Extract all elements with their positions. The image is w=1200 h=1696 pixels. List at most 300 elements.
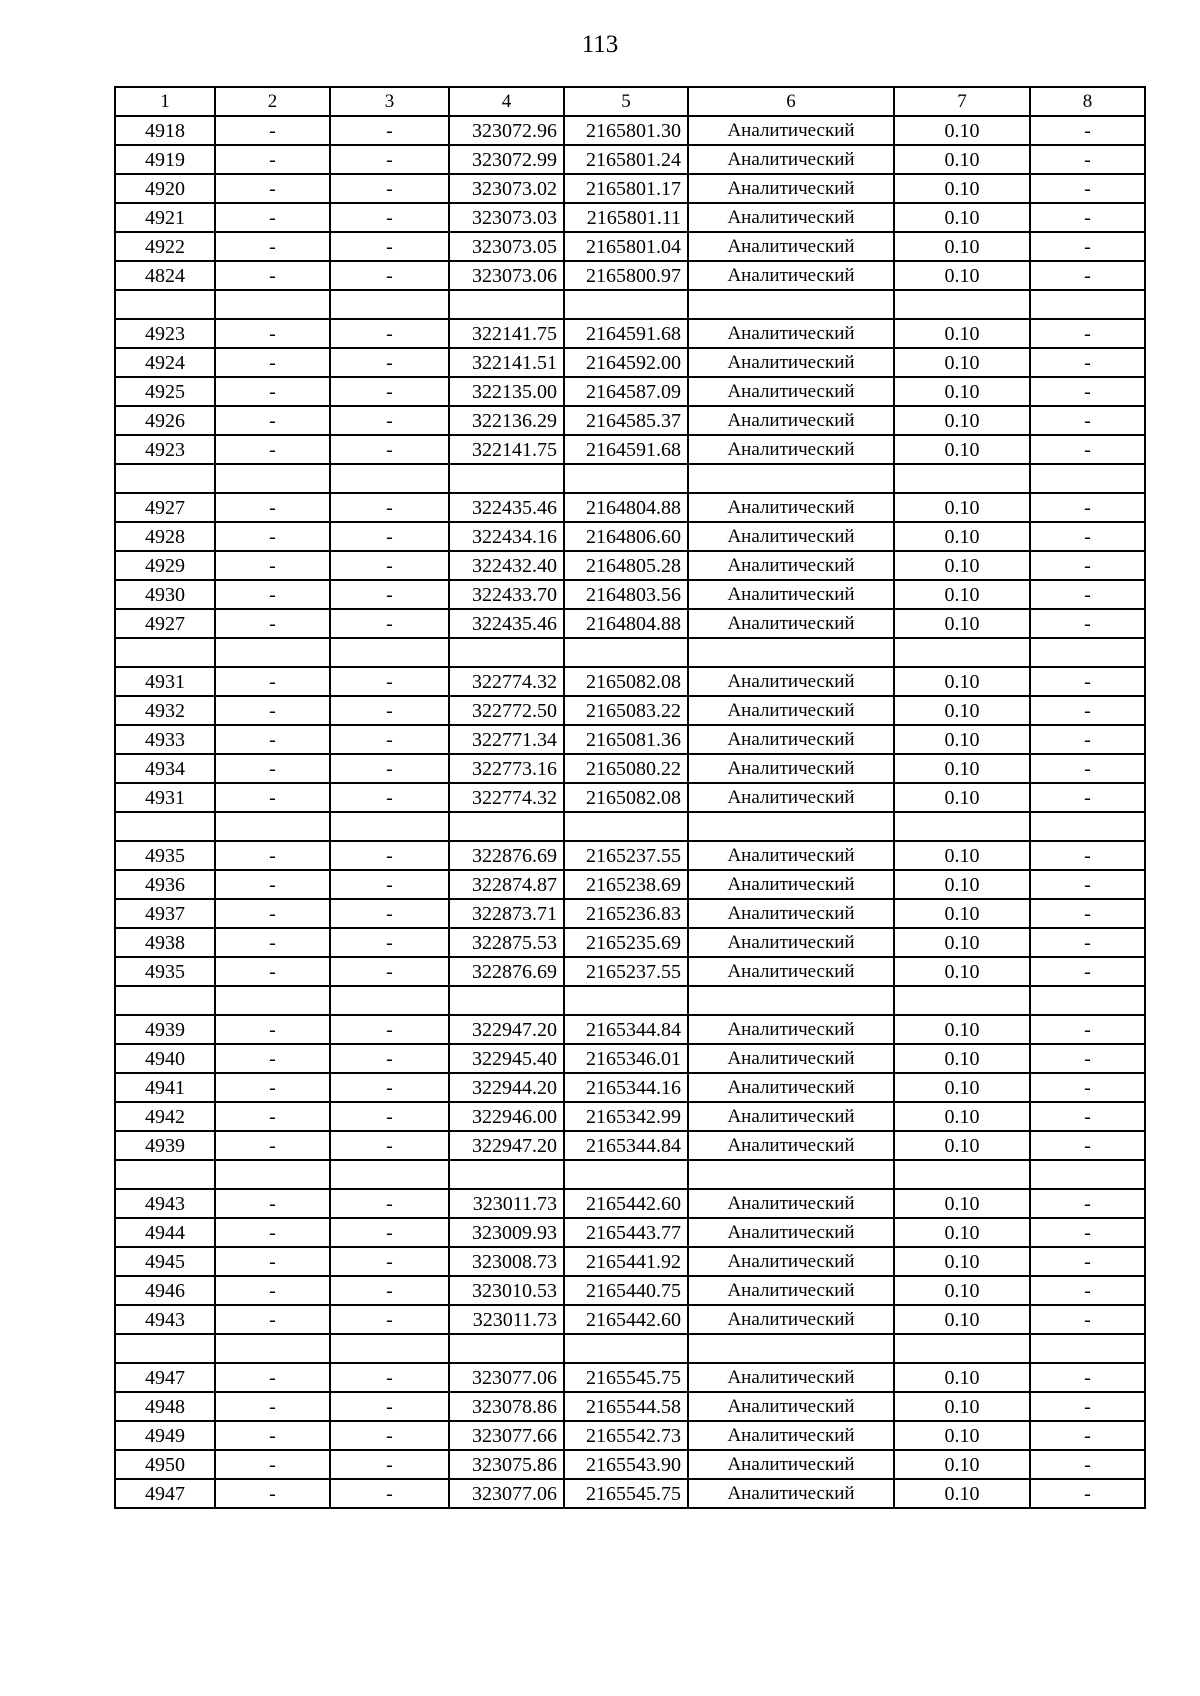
col3-cell: - (330, 174, 449, 203)
point-number-cell: 4930 (115, 580, 215, 609)
x-coordinate-cell: 322433.70 (449, 580, 564, 609)
x-coordinate-cell: 322876.69 (449, 841, 564, 870)
col2-cell: - (215, 870, 330, 899)
col3-cell: - (330, 145, 449, 174)
col2-cell: - (215, 725, 330, 754)
x-coordinate-cell: 322435.46 (449, 609, 564, 638)
col2-cell: - (215, 1392, 330, 1421)
method-cell: Аналитический (688, 1015, 894, 1044)
point-number-cell: 4935 (115, 841, 215, 870)
table-row (115, 1015, 1145, 1044)
col3-cell: - (330, 1305, 449, 1334)
col2-cell: - (215, 1450, 330, 1479)
method-cell: Аналитический (688, 1218, 894, 1247)
method-cell: Аналитический (688, 667, 894, 696)
table-row (115, 870, 1145, 899)
x-coordinate-cell (449, 986, 564, 1015)
accuracy-cell: 0.10 (894, 1305, 1030, 1334)
method-cell (688, 638, 894, 667)
method-cell: Аналитический (688, 406, 894, 435)
col3-cell (330, 812, 449, 841)
accuracy-cell: 0.10 (894, 754, 1030, 783)
accuracy-cell: 0.10 (894, 841, 1030, 870)
y-coordinate-cell: 2165440.75 (564, 1276, 688, 1305)
x-coordinate-cell: 323009.93 (449, 1218, 564, 1247)
col3-cell: - (330, 1276, 449, 1305)
x-coordinate-cell: 322947.20 (449, 1131, 564, 1160)
accuracy-cell: 0.10 (894, 116, 1030, 145)
method-cell: Аналитический (688, 203, 894, 232)
col8-cell: - (1030, 1305, 1145, 1334)
accuracy-cell (894, 290, 1030, 319)
table-row (115, 783, 1145, 812)
point-number-cell: 4934 (115, 754, 215, 783)
col2-cell: - (215, 783, 330, 812)
y-coordinate-cell: 2165237.55 (564, 957, 688, 986)
table-body (115, 116, 1145, 1508)
col2-cell: - (215, 667, 330, 696)
method-cell: Аналитический (688, 348, 894, 377)
column-header: 8 (1030, 87, 1145, 116)
point-number-cell: 4923 (115, 435, 215, 464)
col8-cell (1030, 464, 1145, 493)
x-coordinate-cell: 322944.20 (449, 1073, 564, 1102)
point-number-cell (115, 812, 215, 841)
col3-cell: - (330, 1450, 449, 1479)
point-number-cell: 4924 (115, 348, 215, 377)
x-coordinate-cell: 323077.66 (449, 1421, 564, 1450)
y-coordinate-cell: 2164804.88 (564, 493, 688, 522)
method-cell: Аналитический (688, 377, 894, 406)
col3-cell: - (330, 522, 449, 551)
y-coordinate-cell (564, 1160, 688, 1189)
table-row (115, 1189, 1145, 1218)
accuracy-cell: 0.10 (894, 1450, 1030, 1479)
col8-cell: - (1030, 1073, 1145, 1102)
x-coordinate-cell: 322435.46 (449, 493, 564, 522)
x-coordinate-cell: 322947.20 (449, 1015, 564, 1044)
col8-cell: - (1030, 522, 1145, 551)
point-number-cell: 4932 (115, 696, 215, 725)
col2-cell: - (215, 406, 330, 435)
col8-cell: - (1030, 435, 1145, 464)
method-cell: Аналитический (688, 725, 894, 754)
col3-cell (330, 638, 449, 667)
col2-cell: - (215, 754, 330, 783)
point-number-cell (115, 986, 215, 1015)
table-row (115, 754, 1145, 783)
table-row (115, 319, 1145, 348)
col8-cell: - (1030, 551, 1145, 580)
x-coordinate-cell: 323078.86 (449, 1392, 564, 1421)
point-number-cell: 4948 (115, 1392, 215, 1421)
column-header: 2 (215, 87, 330, 116)
point-number-cell: 4931 (115, 667, 215, 696)
y-coordinate-cell (564, 812, 688, 841)
col8-cell: - (1030, 145, 1145, 174)
table-header-row (115, 87, 1145, 116)
accuracy-cell: 0.10 (894, 957, 1030, 986)
x-coordinate-cell: 322774.32 (449, 667, 564, 696)
x-coordinate-cell: 323011.73 (449, 1189, 564, 1218)
y-coordinate-cell: 2165545.75 (564, 1363, 688, 1392)
y-coordinate-cell (564, 638, 688, 667)
y-coordinate-cell: 2165801.30 (564, 116, 688, 145)
y-coordinate-cell (564, 1334, 688, 1363)
y-coordinate-cell: 2165083.22 (564, 696, 688, 725)
x-coordinate-cell: 323073.06 (449, 261, 564, 290)
col3-cell: - (330, 232, 449, 261)
accuracy-cell: 0.10 (894, 667, 1030, 696)
col2-cell: - (215, 1102, 330, 1131)
col8-cell: - (1030, 899, 1145, 928)
table-row (115, 1073, 1145, 1102)
y-coordinate-cell: 2164805.28 (564, 551, 688, 580)
col3-cell: - (330, 696, 449, 725)
col3-cell: - (330, 1131, 449, 1160)
col3-cell: - (330, 116, 449, 145)
method-cell: Аналитический (688, 1392, 894, 1421)
point-number-cell: 4937 (115, 899, 215, 928)
point-number-cell: 4919 (115, 145, 215, 174)
col2-cell: - (215, 203, 330, 232)
accuracy-cell: 0.10 (894, 1421, 1030, 1450)
col8-cell: - (1030, 1479, 1145, 1508)
y-coordinate-cell (564, 464, 688, 493)
col3-cell: - (330, 1421, 449, 1450)
point-number-cell: 4920 (115, 174, 215, 203)
point-number-cell: 4940 (115, 1044, 215, 1073)
x-coordinate-cell: 322873.71 (449, 899, 564, 928)
x-coordinate-cell (449, 638, 564, 667)
method-cell (688, 986, 894, 1015)
y-coordinate-cell: 2165346.01 (564, 1044, 688, 1073)
point-number-cell: 4925 (115, 377, 215, 406)
table-row (115, 1305, 1145, 1334)
accuracy-cell: 0.10 (894, 1073, 1030, 1102)
method-cell: Аналитический (688, 899, 894, 928)
col3-cell: - (330, 1073, 449, 1102)
col8-cell: - (1030, 1392, 1145, 1421)
col2-cell: - (215, 348, 330, 377)
point-number-cell: 4918 (115, 116, 215, 145)
col2-cell: - (215, 319, 330, 348)
accuracy-cell: 0.10 (894, 1247, 1030, 1276)
col2-cell (215, 1160, 330, 1189)
col2-cell (215, 986, 330, 1015)
accuracy-cell: 0.10 (894, 174, 1030, 203)
y-coordinate-cell: 2165801.04 (564, 232, 688, 261)
point-number-cell: 4945 (115, 1247, 215, 1276)
accuracy-cell: 0.10 (894, 928, 1030, 957)
x-coordinate-cell: 322772.50 (449, 696, 564, 725)
x-coordinate-cell: 322434.16 (449, 522, 564, 551)
accuracy-cell: 0.10 (894, 1218, 1030, 1247)
col8-cell: - (1030, 116, 1145, 145)
y-coordinate-cell: 2165081.36 (564, 725, 688, 754)
y-coordinate-cell: 2165080.22 (564, 754, 688, 783)
y-coordinate-cell: 2164592.00 (564, 348, 688, 377)
col8-cell: - (1030, 1189, 1145, 1218)
point-number-cell: 4939 (115, 1015, 215, 1044)
col2-cell: - (215, 696, 330, 725)
method-cell: Аналитический (688, 319, 894, 348)
point-number-cell: 4939 (115, 1131, 215, 1160)
table-row (115, 1102, 1145, 1131)
col3-cell: - (330, 667, 449, 696)
x-coordinate-cell: 322774.32 (449, 783, 564, 812)
accuracy-cell: 0.10 (894, 1015, 1030, 1044)
col2-cell: - (215, 1247, 330, 1276)
point-number-cell: 4931 (115, 783, 215, 812)
col3-cell: - (330, 551, 449, 580)
accuracy-cell: 0.10 (894, 1276, 1030, 1305)
method-cell: Аналитический (688, 1044, 894, 1073)
y-coordinate-cell: 2165442.60 (564, 1305, 688, 1334)
col2-cell: - (215, 116, 330, 145)
col8-cell: - (1030, 1102, 1145, 1131)
method-cell: Аналитический (688, 522, 894, 551)
y-coordinate-cell: 2164591.68 (564, 435, 688, 464)
y-coordinate-cell: 2164804.88 (564, 609, 688, 638)
col8-cell: - (1030, 406, 1145, 435)
table-row (115, 1479, 1145, 1508)
y-coordinate-cell: 2165801.11 (564, 203, 688, 232)
method-cell: Аналитический (688, 1363, 894, 1392)
accuracy-cell: 0.10 (894, 319, 1030, 348)
y-coordinate-cell: 2164803.56 (564, 580, 688, 609)
column-header: 5 (564, 87, 688, 116)
method-cell: Аналитический (688, 609, 894, 638)
col2-cell: - (215, 377, 330, 406)
y-coordinate-cell: 2165443.77 (564, 1218, 688, 1247)
point-number-cell: 4947 (115, 1479, 215, 1508)
col8-cell: - (1030, 870, 1145, 899)
table-row (115, 435, 1145, 464)
col3-cell: - (330, 899, 449, 928)
col8-cell (1030, 1334, 1145, 1363)
y-coordinate-cell: 2165344.84 (564, 1131, 688, 1160)
x-coordinate-cell (449, 290, 564, 319)
col3-cell: - (330, 493, 449, 522)
accuracy-cell: 0.10 (894, 1479, 1030, 1508)
table-separator-row (115, 1160, 1145, 1189)
y-coordinate-cell: 2165236.83 (564, 899, 688, 928)
accuracy-cell: 0.10 (894, 1363, 1030, 1392)
col2-cell: - (215, 261, 330, 290)
table-row (115, 1363, 1145, 1392)
col2-cell: - (215, 145, 330, 174)
x-coordinate-cell: 322141.51 (449, 348, 564, 377)
col2-cell: - (215, 174, 330, 203)
method-cell: Аналитический (688, 174, 894, 203)
point-number-cell (115, 464, 215, 493)
table-row (115, 522, 1145, 551)
x-coordinate-cell: 322945.40 (449, 1044, 564, 1073)
y-coordinate-cell: 2165441.92 (564, 1247, 688, 1276)
table-separator-row (115, 464, 1145, 493)
point-number-cell: 4949 (115, 1421, 215, 1450)
page-number: 113 (581, 31, 619, 58)
y-coordinate-cell: 2165238.69 (564, 870, 688, 899)
table-row (115, 899, 1145, 928)
x-coordinate-cell: 323073.02 (449, 174, 564, 203)
y-coordinate-cell: 2165545.75 (564, 1479, 688, 1508)
method-cell: Аналитический (688, 841, 894, 870)
col3-cell: - (330, 783, 449, 812)
method-cell: Аналитический (688, 1131, 894, 1160)
point-number-cell: 4942 (115, 1102, 215, 1131)
table-row (115, 1044, 1145, 1073)
y-coordinate-cell: 2165082.08 (564, 667, 688, 696)
y-coordinate-cell: 2164587.09 (564, 377, 688, 406)
x-coordinate-cell: 323077.06 (449, 1363, 564, 1392)
col3-cell: - (330, 1102, 449, 1131)
x-coordinate-cell: 323072.99 (449, 145, 564, 174)
point-number-cell: 4943 (115, 1189, 215, 1218)
method-cell: Аналитический (688, 1102, 894, 1131)
method-cell: Аналитический (688, 493, 894, 522)
method-cell: Аналитический (688, 928, 894, 957)
accuracy-cell: 0.10 (894, 580, 1030, 609)
method-cell (688, 812, 894, 841)
col2-cell (215, 290, 330, 319)
y-coordinate-cell: 2165237.55 (564, 841, 688, 870)
col2-cell (215, 638, 330, 667)
method-cell: Аналитический (688, 870, 894, 899)
method-cell: Аналитический (688, 1479, 894, 1508)
y-coordinate-cell: 2165801.24 (564, 145, 688, 174)
col8-cell: - (1030, 1363, 1145, 1392)
table-row (115, 348, 1145, 377)
col3-cell: - (330, 377, 449, 406)
y-coordinate-cell: 2165344.16 (564, 1073, 688, 1102)
table-separator-row (115, 812, 1145, 841)
table-separator-row (115, 290, 1145, 319)
accuracy-cell: 0.10 (894, 1044, 1030, 1073)
point-number-cell: 4928 (115, 522, 215, 551)
col2-cell: - (215, 928, 330, 957)
col8-cell: - (1030, 696, 1145, 725)
point-number-cell: 4946 (115, 1276, 215, 1305)
col3-cell: - (330, 725, 449, 754)
point-number-cell: 4950 (115, 1450, 215, 1479)
method-cell: Аналитический (688, 696, 894, 725)
col8-cell: - (1030, 609, 1145, 638)
table-row (115, 580, 1145, 609)
accuracy-cell: 0.10 (894, 696, 1030, 725)
col3-cell: - (330, 870, 449, 899)
x-coordinate-cell: 322874.87 (449, 870, 564, 899)
coordinates-table (114, 86, 1146, 1509)
col8-cell: - (1030, 232, 1145, 261)
col3-cell: - (330, 928, 449, 957)
x-coordinate-cell: 322135.00 (449, 377, 564, 406)
y-coordinate-cell (564, 986, 688, 1015)
col3-cell (330, 1160, 449, 1189)
col2-cell (215, 1334, 330, 1363)
col8-cell: - (1030, 841, 1145, 870)
table-row (115, 1131, 1145, 1160)
method-cell: Аналитический (688, 957, 894, 986)
col2-cell: - (215, 435, 330, 464)
col8-cell (1030, 638, 1145, 667)
accuracy-cell: 0.10 (894, 145, 1030, 174)
method-cell: Аналитический (688, 232, 894, 261)
method-cell: Аналитический (688, 1189, 894, 1218)
accuracy-cell (894, 1334, 1030, 1363)
point-number-cell: 4926 (115, 406, 215, 435)
table-separator-row (115, 638, 1145, 667)
method-cell: Аналитический (688, 261, 894, 290)
table-separator-row (115, 1334, 1145, 1363)
x-coordinate-cell: 323073.05 (449, 232, 564, 261)
col2-cell: - (215, 1421, 330, 1450)
method-cell: Аналитический (688, 754, 894, 783)
col3-cell: - (330, 435, 449, 464)
x-coordinate-cell (449, 1160, 564, 1189)
x-coordinate-cell: 322946.00 (449, 1102, 564, 1131)
accuracy-cell: 0.10 (894, 783, 1030, 812)
col3-cell (330, 464, 449, 493)
table-row (115, 696, 1145, 725)
x-coordinate-cell (449, 1334, 564, 1363)
method-cell (688, 464, 894, 493)
x-coordinate-cell: 323072.96 (449, 116, 564, 145)
column-header: 6 (688, 87, 894, 116)
col2-cell: - (215, 609, 330, 638)
x-coordinate-cell: 322141.75 (449, 319, 564, 348)
col3-cell: - (330, 1392, 449, 1421)
col8-cell: - (1030, 667, 1145, 696)
table-row (115, 725, 1145, 754)
col3-cell: - (330, 406, 449, 435)
table-row (115, 957, 1145, 986)
table-row (115, 406, 1145, 435)
table-row (115, 261, 1145, 290)
accuracy-cell: 0.10 (894, 435, 1030, 464)
table-row (115, 493, 1145, 522)
col3-cell (330, 986, 449, 1015)
accuracy-cell: 0.10 (894, 551, 1030, 580)
x-coordinate-cell: 322773.16 (449, 754, 564, 783)
accuracy-cell: 0.10 (894, 261, 1030, 290)
col8-cell: - (1030, 1015, 1145, 1044)
table-row (115, 1450, 1145, 1479)
col8-cell: - (1030, 1044, 1145, 1073)
accuracy-cell: 0.10 (894, 406, 1030, 435)
table-row (115, 551, 1145, 580)
col8-cell: - (1030, 783, 1145, 812)
col2-cell (215, 812, 330, 841)
point-number-cell (115, 1160, 215, 1189)
point-number-cell: 4923 (115, 319, 215, 348)
method-cell: Аналитический (688, 145, 894, 174)
col2-cell: - (215, 1073, 330, 1102)
col8-cell: - (1030, 1450, 1145, 1479)
col8-cell: - (1030, 580, 1145, 609)
y-coordinate-cell: 2165544.58 (564, 1392, 688, 1421)
table-row (115, 667, 1145, 696)
col8-cell: - (1030, 957, 1145, 986)
accuracy-cell: 0.10 (894, 522, 1030, 551)
col3-cell: - (330, 1479, 449, 1508)
col3-cell: - (330, 580, 449, 609)
col2-cell: - (215, 522, 330, 551)
col3-cell (330, 1334, 449, 1363)
y-coordinate-cell (564, 290, 688, 319)
y-coordinate-cell: 2164806.60 (564, 522, 688, 551)
